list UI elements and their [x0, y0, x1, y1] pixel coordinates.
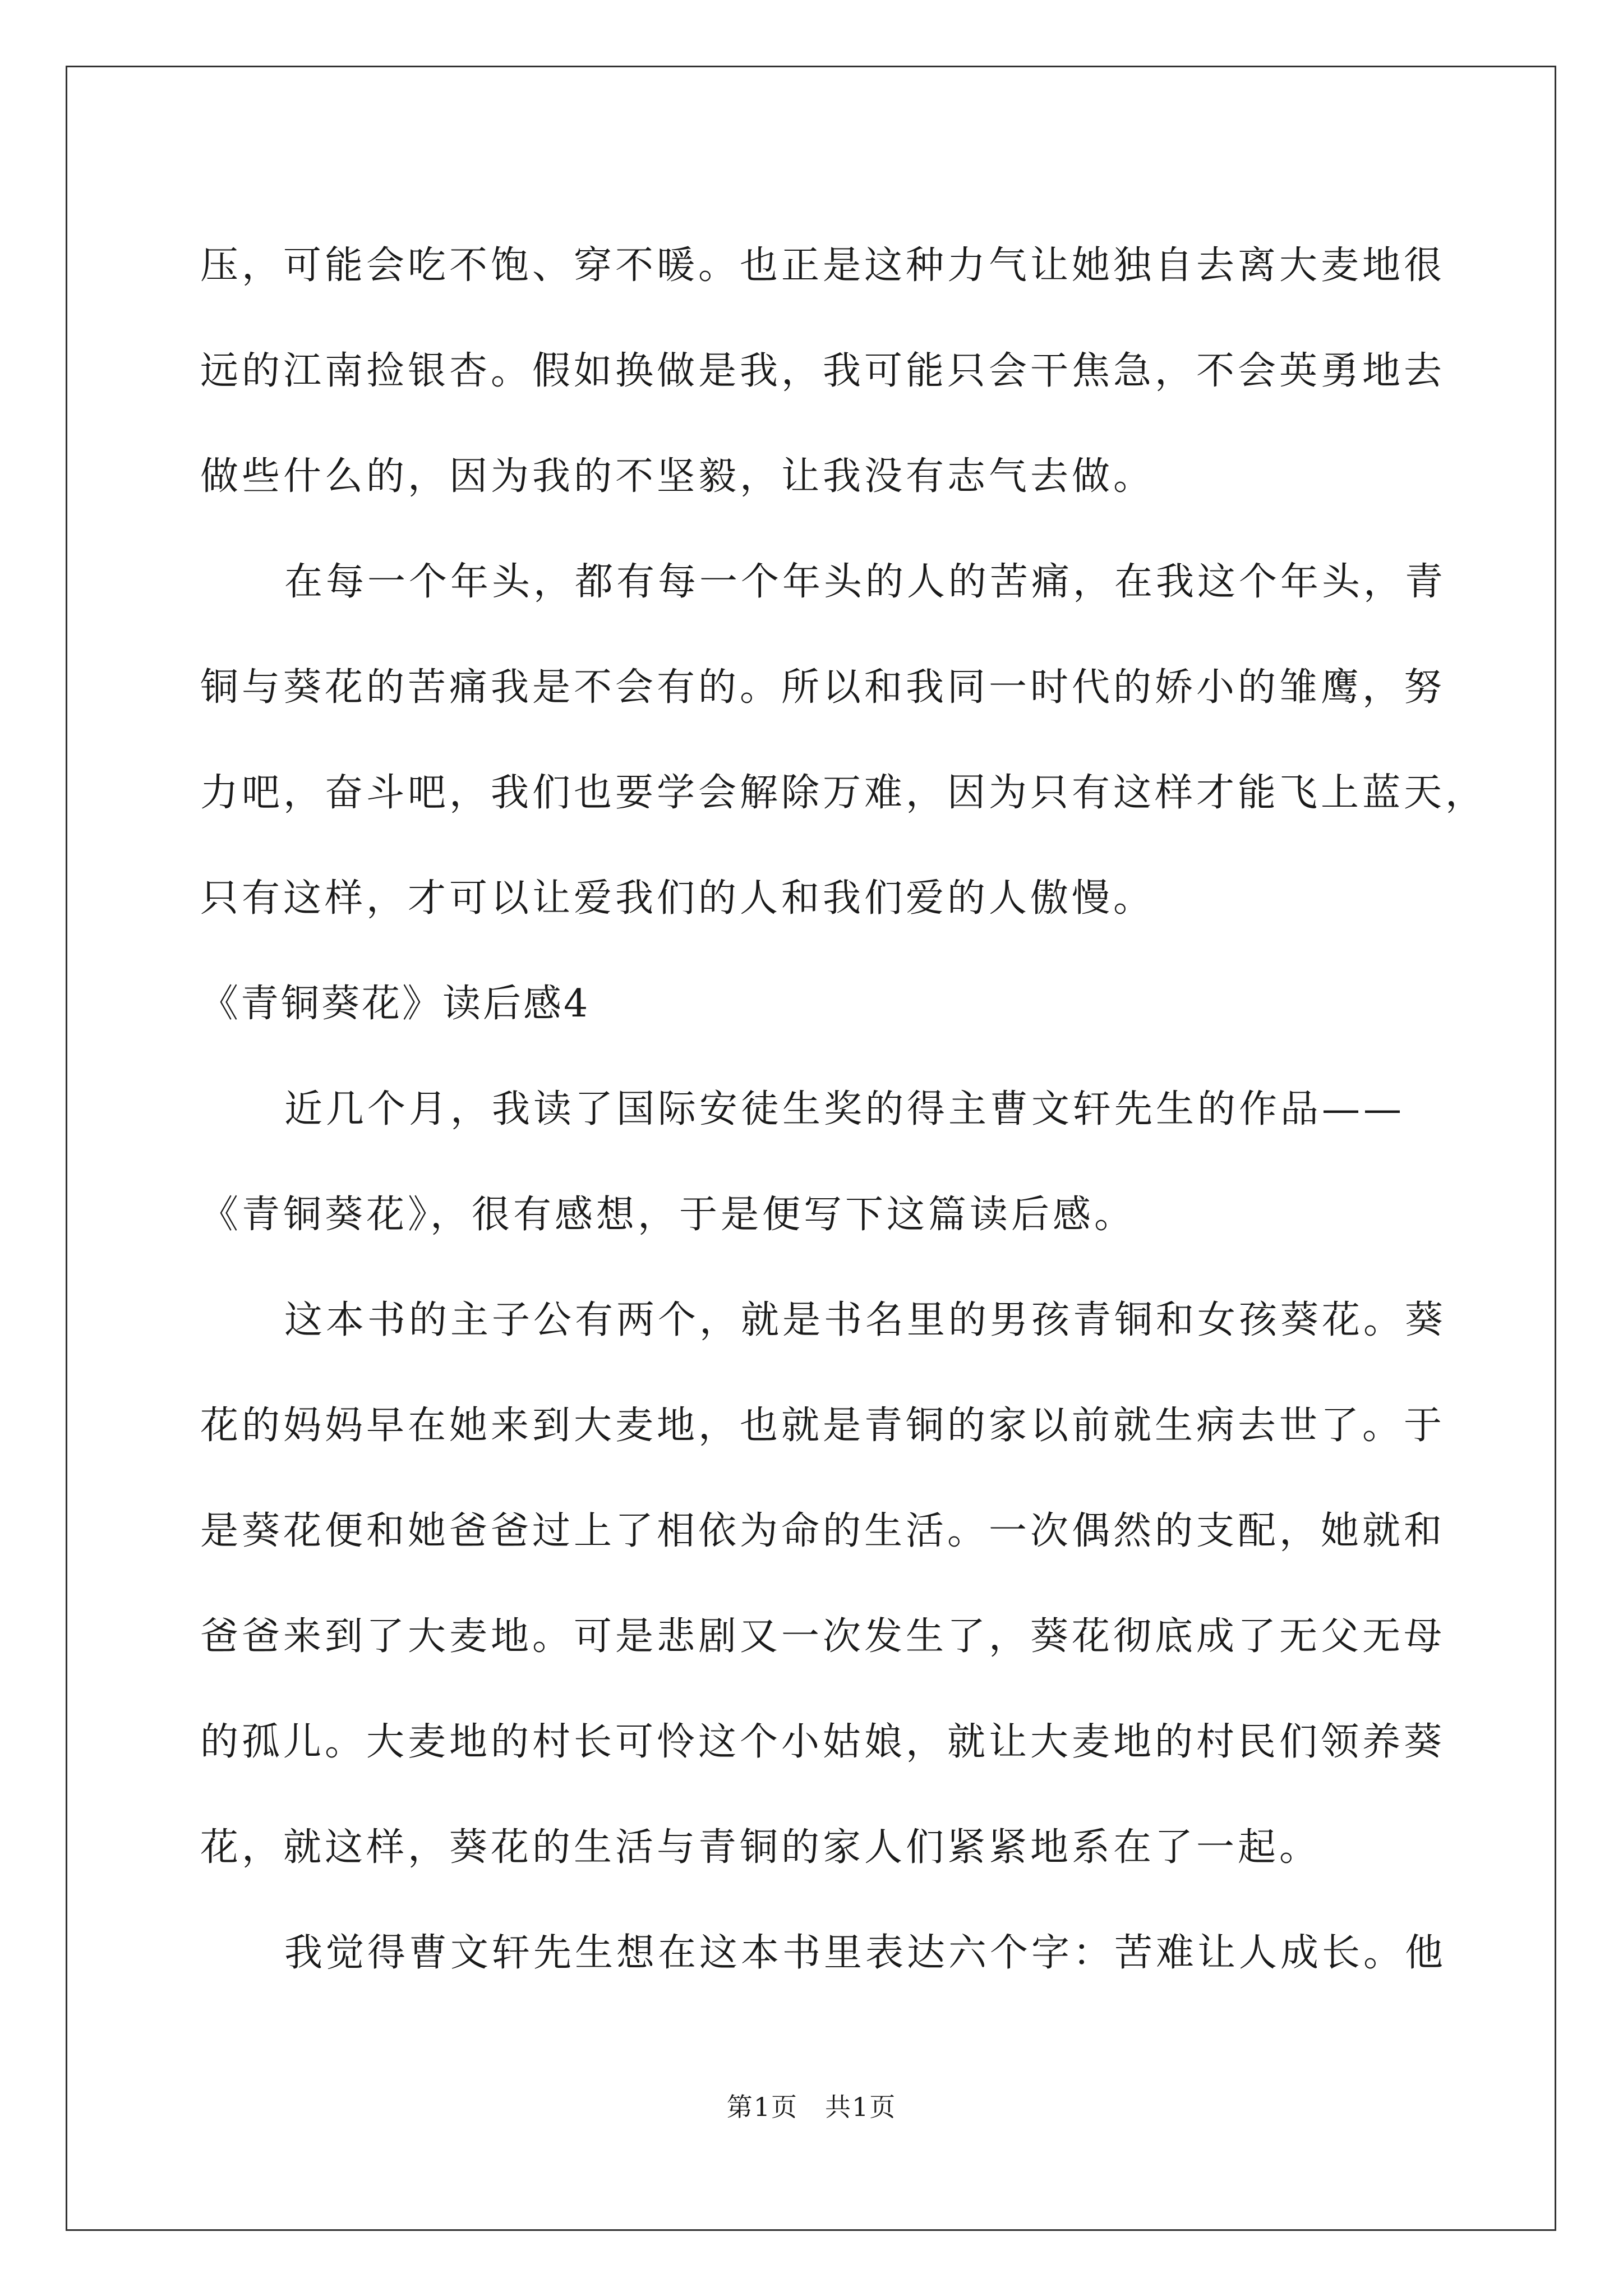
- text-line: 我觉得曹文轩先生想在这本书里表达六个字：苦难让人成长。他: [284, 1931, 1447, 1975]
- text-line: 远的江南捡银杏。假如换做是我，我可能只会干焦急，不会英勇地去: [200, 349, 1446, 393]
- text-line: 做些什么的，因为我的不坚毅，让我没有志气去做。: [200, 454, 1155, 499]
- text-line: 的孤儿。大麦地的村长可怜这个小姑娘，就让大麦地的村民们领养葵: [200, 1720, 1446, 1764]
- document-body: [200, 213, 1487, 2006]
- text-line: 近几个月，我读了国际安徒生奖的得主曹文轩先生的作品——: [284, 1087, 1405, 1131]
- text-line: 花，就这样，葵花的生活与青铜的家人们紧紧地系在了一起。: [200, 1825, 1321, 1870]
- text-line: 这本书的主子公有两个，就是书名里的男孩青铜和女孩葵花。葵: [284, 1298, 1447, 1342]
- text-line: 铜与葵花的苦痛我是不会有的。所以和我同一时代的娇小的雏鹰，努: [200, 665, 1446, 710]
- page-number-footer: 第1页 共1页: [726, 2092, 897, 2122]
- text-line: 力吧，奋斗吧，我们也要学会解除万难，因为只有这样才能飞上蓝天，: [200, 771, 1487, 815]
- text-line: 是葵花便和她爸爸过上了相依为命的生活。一次偶然的支配，她就和: [200, 1509, 1446, 1553]
- text-line: 花的妈妈早在她来到大麦地，也就是青铜的家以前就生病去世了。于: [200, 1404, 1446, 1448]
- section-heading: 《青铜葵花》读后感4: [200, 982, 591, 1026]
- text-line: 《青铜葵花》，很有感想，于是便写下这篇读后感。: [200, 1193, 1136, 1237]
- text-line: 在每一个年头，都有每一个年头的人的苦痛，在我这个年头，青: [284, 560, 1447, 604]
- text-line: 爸爸来到了大麦地。可是悲剧又一次发生了，葵花彻底成了无父无母: [200, 1614, 1446, 1659]
- text-line: 压，可能会吃不饱、穿不暖。也正是这种力气让她独自去离大麦地很: [200, 243, 1446, 288]
- text-line: 只有这样，才可以让爱我们的人和我们爱的人傲慢。: [200, 876, 1155, 921]
